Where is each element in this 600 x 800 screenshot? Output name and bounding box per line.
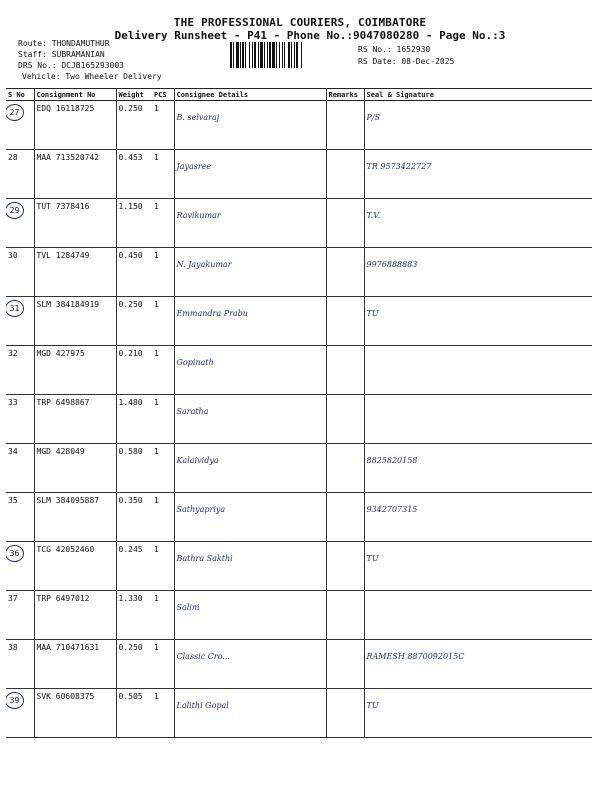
weight: 1.480 (116, 395, 152, 444)
signature (364, 346, 592, 395)
remarks (326, 591, 364, 640)
consignee-name: Gopinath (174, 346, 326, 395)
table-row (6, 150, 592, 199)
pcs: 1 (152, 101, 174, 150)
consignee-name: Sathyapriya (174, 493, 326, 542)
pcs: 1 (152, 346, 174, 395)
consignment-no: SLM 384184919 (34, 297, 116, 346)
signature: TR 9573422727 (364, 150, 592, 199)
sno-cell (6, 395, 34, 444)
sno-cell (6, 199, 34, 248)
consignment-no: TUT 7378416 (34, 199, 116, 248)
signature: T.V. (364, 199, 592, 248)
pcs: 1 (152, 493, 174, 542)
runsheet-table (6, 88, 592, 738)
circled-sno: 27 (6, 104, 24, 121)
company-title: THE PROFESSIONAL COURIERS, COIMBATORE (173, 16, 427, 29)
route-label: Route: THONDAMUTHUR (18, 39, 110, 48)
pcs: 1 (152, 248, 174, 297)
sno-cell (6, 591, 34, 640)
table-row (6, 101, 592, 150)
remarks (326, 493, 364, 542)
table-row (6, 591, 592, 640)
consignee-name: Emmandra Prabu (174, 297, 326, 346)
circled-sno: 39 (6, 692, 24, 709)
signature: TU (364, 689, 592, 738)
circled-sno: 31 (6, 300, 24, 317)
col-pcs: PCS (152, 89, 174, 101)
sno: 34 (8, 447, 18, 456)
runsheet-subtitle: Delivery Runsheet - P41 - Phone No.:9047080280 - Page No.:3 (114, 29, 506, 42)
consignment-no: TCG 42052460 (34, 542, 116, 591)
weight: 0.250 (116, 297, 152, 346)
sno-cell (6, 542, 34, 591)
remarks (326, 101, 364, 150)
pcs: 1 (152, 199, 174, 248)
consignment-no: SLM 384095887 (34, 493, 116, 542)
weight: 0.505 (116, 689, 152, 738)
signature (364, 395, 592, 444)
sno: 35 (8, 496, 18, 505)
pcs: 1 (152, 395, 174, 444)
weight: 1.150 (116, 199, 152, 248)
remarks (326, 395, 364, 444)
sno: 30 (8, 251, 18, 260)
barcode-image (230, 42, 352, 68)
consignment-no: TRP 6497012 (34, 591, 116, 640)
col-consignment: Consignment No (34, 89, 116, 101)
weight: 0.450 (116, 248, 152, 297)
remarks (326, 297, 364, 346)
remarks (326, 346, 364, 395)
signature: TU (364, 542, 592, 591)
consignee-name: B. selvaraj (174, 101, 326, 150)
col-signature: Seal & Signature (364, 89, 592, 101)
weight: 0.250 (116, 640, 152, 689)
col-remarks: Remarks (326, 89, 364, 101)
signature: P/S (364, 101, 592, 150)
staff-label: Staff: SUBRAMANIAN (18, 50, 105, 59)
signature: TU (364, 297, 592, 346)
consignee-name: Bathra Sakthi (174, 542, 326, 591)
remarks (326, 542, 364, 591)
consignee-name: Lalithi Gopal (174, 689, 326, 738)
sno-cell (6, 297, 34, 346)
sno: 33 (8, 398, 18, 407)
sno-cell (6, 444, 34, 493)
consignment-no: MAA 710471631 (34, 640, 116, 689)
consignee-name: Kalaividya (174, 444, 326, 493)
remarks (326, 689, 364, 738)
consignment-no: TVL 1284749 (34, 248, 116, 297)
consignment-no: TRP 6498867 (34, 395, 116, 444)
sno-cell (6, 248, 34, 297)
drs-number: DRS No.: DCJB165293003 (18, 61, 124, 70)
remarks (326, 150, 364, 199)
pcs: 1 (152, 689, 174, 738)
table-row (6, 199, 592, 248)
signature: 8825820158 (364, 444, 592, 493)
consignment-no: MGD 427975 (34, 346, 116, 395)
table-row (6, 689, 592, 738)
consignee-name: Classic Cro... (174, 640, 326, 689)
sno-cell (6, 689, 34, 738)
weight: 0.210 (116, 346, 152, 395)
table-row (6, 297, 592, 346)
circled-sno: 36 (6, 545, 24, 562)
vehicle-label: Vehicle: Two Wheeler Delivery (22, 72, 162, 81)
consignee-name: Salini (174, 591, 326, 640)
sno: 28 (8, 153, 18, 162)
sno: 37 (8, 594, 18, 603)
weight: 0.453 (116, 150, 152, 199)
pcs: 1 (152, 444, 174, 493)
consignee-name: N. Jayakumar (174, 248, 326, 297)
sno-cell (6, 640, 34, 689)
table-header-row (6, 89, 592, 101)
pcs: 1 (152, 640, 174, 689)
signature: 9976888883 (364, 248, 592, 297)
sno-cell (6, 101, 34, 150)
consignee-name: Jayasree (174, 150, 326, 199)
sno-cell (6, 346, 34, 395)
col-weight: Weight (116, 89, 152, 101)
consignee-name: Ravikumar (174, 199, 326, 248)
signature: RAMESH 8870092015C (364, 640, 592, 689)
col-consignee: Consignee Details (174, 89, 326, 101)
remarks (326, 248, 364, 297)
table-row (6, 542, 592, 591)
col-sno: S No (6, 89, 34, 101)
signature: 9342707315 (364, 493, 592, 542)
pcs: 1 (152, 297, 174, 346)
pcs: 1 (152, 150, 174, 199)
pcs: 1 (152, 591, 174, 640)
table-row (6, 640, 592, 689)
consignment-no: MGD 428049 (34, 444, 116, 493)
sno: 38 (8, 643, 18, 652)
consignment-no: EDQ 16118725 (34, 101, 116, 150)
remarks (326, 444, 364, 493)
consignee-name: Saratha (174, 395, 326, 444)
weight: 0.245 (116, 542, 152, 591)
table-row (6, 395, 592, 444)
consignment-no: SVK 60608375 (34, 689, 116, 738)
sno-cell (6, 150, 34, 199)
rs-date: RS Date: 08-Dec-2025 (358, 57, 455, 66)
weight: 0.250 (116, 101, 152, 150)
weight: 1.330 (116, 591, 152, 640)
rs-number: RS No.: 1652930 (358, 45, 431, 54)
remarks (326, 199, 364, 248)
consignment-no: MAA 713520742 (34, 150, 116, 199)
table-row (6, 444, 592, 493)
table-row (6, 493, 592, 542)
weight: 0.580 (116, 444, 152, 493)
circled-sno: 29 (6, 202, 24, 219)
sno-cell (6, 493, 34, 542)
remarks (326, 640, 364, 689)
weight: 0.350 (116, 493, 152, 542)
sno: 32 (8, 349, 18, 358)
table-row (6, 346, 592, 395)
signature (364, 591, 592, 640)
pcs: 1 (152, 542, 174, 591)
table-row (6, 248, 592, 297)
